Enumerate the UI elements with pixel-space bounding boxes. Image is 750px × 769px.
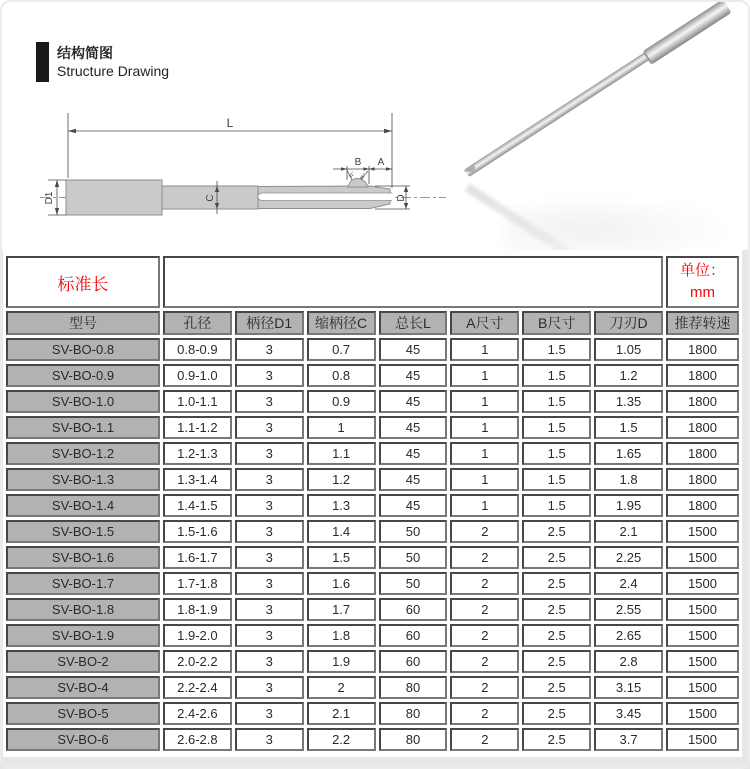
value-cell: 1.65	[594, 442, 663, 465]
section-title-cn: 结构简图	[57, 45, 113, 61]
value-cell: 1.4	[307, 520, 376, 543]
section-title-en: Structure Drawing	[57, 63, 170, 79]
value-cell: 3	[235, 494, 304, 517]
value-cell: 1.8	[307, 624, 376, 647]
standard-length-label: 标准长	[57, 274, 109, 294]
value-cell: 2.5	[522, 676, 591, 699]
value-cell: 2.2	[307, 728, 376, 751]
model-cell: SV-BO-1.2	[6, 442, 160, 465]
value-cell: 2	[307, 676, 376, 699]
value-cell: 3	[235, 728, 304, 751]
value-cell: 2.4	[594, 572, 663, 595]
value-cell: 1500	[666, 702, 739, 725]
value-cell: 1800	[666, 390, 739, 413]
table-row	[6, 728, 739, 751]
value-cell: 1.5	[594, 416, 663, 439]
value-cell: 1500	[666, 676, 739, 699]
value-cell: 1.5	[522, 468, 591, 491]
value-cell: 1800	[666, 442, 739, 465]
value-cell: 1.7	[307, 598, 376, 621]
value-cell: 80	[379, 728, 448, 751]
value-cell: 3	[235, 364, 304, 387]
value-cell: 3	[235, 468, 304, 491]
value-cell: 3	[235, 520, 304, 543]
model-cell: SV-BO-1.7	[6, 572, 160, 595]
table-row	[6, 338, 739, 361]
value-cell: 2	[450, 676, 519, 699]
value-cell: 1.2	[307, 468, 376, 491]
value-cell: 2	[450, 520, 519, 543]
value-cell: 45	[379, 416, 448, 439]
spec-table-section	[0, 250, 750, 769]
column-header-6: B尺寸	[522, 311, 591, 335]
arrow	[386, 167, 392, 171]
value-cell: 3.7	[594, 728, 663, 751]
value-cell: 2.5	[522, 624, 591, 647]
value-cell: 1	[450, 338, 519, 361]
arrow	[68, 129, 76, 133]
arrow	[341, 167, 347, 171]
value-cell: 45	[379, 390, 448, 413]
table-header-row	[6, 311, 739, 335]
model-cell: SV-BO-0.9	[6, 364, 160, 387]
column-header-3: 缩柄径C	[307, 311, 376, 335]
table-row	[6, 468, 739, 491]
label-B: B	[354, 157, 362, 168]
model-cell: SV-BO-1.9	[6, 624, 160, 647]
value-cell: 1500	[666, 650, 739, 673]
value-cell: 1.5-1.6	[163, 520, 232, 543]
value-cell: 1500	[666, 624, 739, 647]
label-D1: D1	[44, 191, 55, 205]
value-cell: 1.6	[307, 572, 376, 595]
column-header-2: 柄径D1	[235, 311, 304, 335]
value-cell: 60	[379, 650, 448, 673]
table-row	[6, 390, 739, 413]
column-header-8: 推荐转速	[666, 311, 739, 335]
column-header-0: 型号	[6, 311, 160, 335]
value-cell: 1.1-1.2	[163, 416, 232, 439]
value-cell: 0.8	[307, 364, 376, 387]
fork-slot	[258, 193, 392, 201]
value-cell: 2.5	[522, 650, 591, 673]
value-cell: 80	[379, 676, 448, 699]
value-cell: 1500	[666, 572, 739, 595]
value-cell: 2.8	[594, 650, 663, 673]
table-row	[6, 520, 739, 543]
value-cell: 1.05	[594, 338, 663, 361]
cutter-dome	[348, 179, 368, 188]
value-cell: 0.8-0.9	[163, 338, 232, 361]
value-cell: 2	[450, 546, 519, 569]
value-cell: 2	[450, 624, 519, 647]
label-D: D	[396, 194, 407, 202]
value-cell: 1800	[666, 468, 739, 491]
value-cell: 1.7-1.8	[163, 572, 232, 595]
value-cell: 2.5	[522, 728, 591, 751]
value-cell: 2.4-2.6	[163, 702, 232, 725]
value-cell: 1.2-1.3	[163, 442, 232, 465]
value-cell: 60	[379, 624, 448, 647]
value-cell: 50	[379, 520, 448, 543]
table-row	[6, 598, 739, 621]
value-cell: 45	[379, 442, 448, 465]
value-cell: 1.2	[594, 364, 663, 387]
value-cell: 45	[379, 364, 448, 387]
label-C: C	[205, 194, 216, 202]
value-cell: 1	[450, 364, 519, 387]
table-row	[6, 364, 739, 387]
value-cell: 1800	[666, 416, 739, 439]
value-cell: 1.5	[522, 364, 591, 387]
value-cell: 3	[235, 624, 304, 647]
value-cell: 1	[450, 494, 519, 517]
label-L: L	[226, 116, 234, 130]
section-header	[36, 42, 169, 82]
value-cell: 2	[450, 572, 519, 595]
value-cell: 1.5	[522, 338, 591, 361]
model-cell: SV-BO-1.6	[6, 546, 160, 569]
table-row	[6, 416, 739, 439]
value-cell: 1.0-1.1	[163, 390, 232, 413]
value-cell: 3.45	[594, 702, 663, 725]
model-cell: SV-BO-1.5	[6, 520, 160, 543]
arrow	[369, 167, 375, 171]
column-header-1: 孔径	[163, 311, 232, 335]
label-angle-b: 32°	[347, 170, 356, 179]
label-angle-a: 45°	[358, 172, 367, 181]
value-cell: 2	[450, 650, 519, 673]
model-cell: SV-BO-6	[6, 728, 160, 751]
value-cell: 3	[235, 702, 304, 725]
unit-label-line2: mm	[689, 284, 715, 301]
value-cell: 3	[235, 442, 304, 465]
value-cell: 3.15	[594, 676, 663, 699]
value-cell: 1.3	[307, 494, 376, 517]
table-row	[6, 650, 739, 673]
value-cell: 0.7	[307, 338, 376, 361]
value-cell: 3	[235, 390, 304, 413]
value-cell: 1800	[666, 494, 739, 517]
value-cell: 2.65	[594, 624, 663, 647]
table-row	[6, 702, 739, 725]
label-A: A	[377, 157, 385, 168]
value-cell: 1.8	[594, 468, 663, 491]
rod-handle	[642, 0, 731, 65]
value-cell: 2.5	[522, 702, 591, 725]
value-cell: 1.35	[594, 390, 663, 413]
value-cell: 1.1	[307, 442, 376, 465]
table-title-row	[6, 256, 739, 308]
value-cell: 2	[450, 598, 519, 621]
arrow	[55, 180, 59, 187]
arrow	[55, 208, 59, 215]
value-cell: 1	[450, 442, 519, 465]
value-cell: 3	[235, 338, 304, 361]
model-cell: SV-BO-2	[6, 650, 160, 673]
table-row	[6, 442, 739, 465]
column-header-5: A尺寸	[450, 311, 519, 335]
model-cell: SV-BO-5	[6, 702, 160, 725]
table-row	[6, 624, 739, 647]
header-accent-bar	[36, 42, 49, 82]
value-cell: 2.5	[522, 546, 591, 569]
section-titles	[57, 42, 169, 80]
value-cell: 1.9-2.0	[163, 624, 232, 647]
value-cell: 1.5	[307, 546, 376, 569]
model-cell: SV-BO-1.0	[6, 390, 160, 413]
value-cell: 2.55	[594, 598, 663, 621]
model-cell: SV-BO-1.1	[6, 416, 160, 439]
arrow	[404, 203, 408, 209]
value-cell: 1500	[666, 598, 739, 621]
value-cell: 3	[235, 676, 304, 699]
value-cell: 3	[235, 572, 304, 595]
model-cell: SV-BO-0.8	[6, 338, 160, 361]
value-cell: 2	[450, 702, 519, 725]
value-cell: 2.0-2.2	[163, 650, 232, 673]
value-cell: 1500	[666, 546, 739, 569]
value-cell: 45	[379, 494, 448, 517]
value-cell: 1	[307, 416, 376, 439]
value-cell: 45	[379, 468, 448, 491]
value-cell: 1.5	[522, 494, 591, 517]
title-row-empty-cell	[163, 256, 663, 308]
model-cell: SV-BO-1.8	[6, 598, 160, 621]
standard-length-cell	[6, 256, 160, 308]
column-header-4: 总长L	[379, 311, 448, 335]
model-cell: SV-BO-4	[6, 676, 160, 699]
value-cell: 0.9-1.0	[163, 364, 232, 387]
unit-label-line1: 单位：	[679, 262, 725, 280]
value-cell: 1500	[666, 728, 739, 751]
value-cell: 2	[450, 728, 519, 751]
value-cell: 1	[450, 468, 519, 491]
spec-table-body	[6, 256, 739, 751]
value-cell: 2.5	[522, 572, 591, 595]
value-cell: 1.5	[522, 390, 591, 413]
value-cell: 80	[379, 702, 448, 725]
value-cell: 60	[379, 598, 448, 621]
value-cell: 2.25	[594, 546, 663, 569]
spec-table-background	[3, 250, 742, 757]
rod-shaft	[464, 43, 663, 177]
value-cell: 2.2-2.4	[163, 676, 232, 699]
value-cell: 1.6-1.7	[163, 546, 232, 569]
value-cell: 3	[235, 650, 304, 673]
value-cell: 2.5	[522, 520, 591, 543]
column-header-7: 刀刃D	[594, 311, 663, 335]
arrow	[384, 129, 392, 133]
table-row	[6, 572, 739, 595]
value-cell: 2.1	[594, 520, 663, 543]
value-cell: 1800	[666, 338, 739, 361]
value-cell: 2.1	[307, 702, 376, 725]
product-photo	[445, 0, 750, 255]
value-cell: 1.95	[594, 494, 663, 517]
arrow	[364, 167, 370, 171]
value-cell: 1	[450, 390, 519, 413]
value-cell: 1	[450, 416, 519, 439]
value-cell: 1800	[666, 364, 739, 387]
table-row	[6, 676, 739, 699]
table-row	[6, 546, 739, 569]
value-cell: 1.3-1.4	[163, 468, 232, 491]
spec-table	[3, 253, 742, 754]
model-cell: SV-BO-1.3	[6, 468, 160, 491]
value-cell: 1.5	[522, 442, 591, 465]
value-cell: 50	[379, 546, 448, 569]
value-cell: 50	[379, 572, 448, 595]
tool-shank	[66, 180, 162, 215]
value-cell: 3	[235, 546, 304, 569]
model-cell: SV-BO-1.4	[6, 494, 160, 517]
value-cell: 1500	[666, 520, 739, 543]
value-cell: 0.9	[307, 390, 376, 413]
value-cell: 2.6-2.8	[163, 728, 232, 751]
value-cell: 3	[235, 598, 304, 621]
value-cell: 1.4-1.5	[163, 494, 232, 517]
structure-drawing	[10, 95, 450, 250]
value-cell: 3	[235, 416, 304, 439]
arrow	[404, 186, 408, 192]
table-row	[6, 494, 739, 517]
value-cell: 1.5	[522, 416, 591, 439]
value-cell: 1.8-1.9	[163, 598, 232, 621]
value-cell: 1.9	[307, 650, 376, 673]
value-cell: 2.5	[522, 598, 591, 621]
value-cell: 45	[379, 338, 448, 361]
unit-cell	[666, 256, 739, 308]
